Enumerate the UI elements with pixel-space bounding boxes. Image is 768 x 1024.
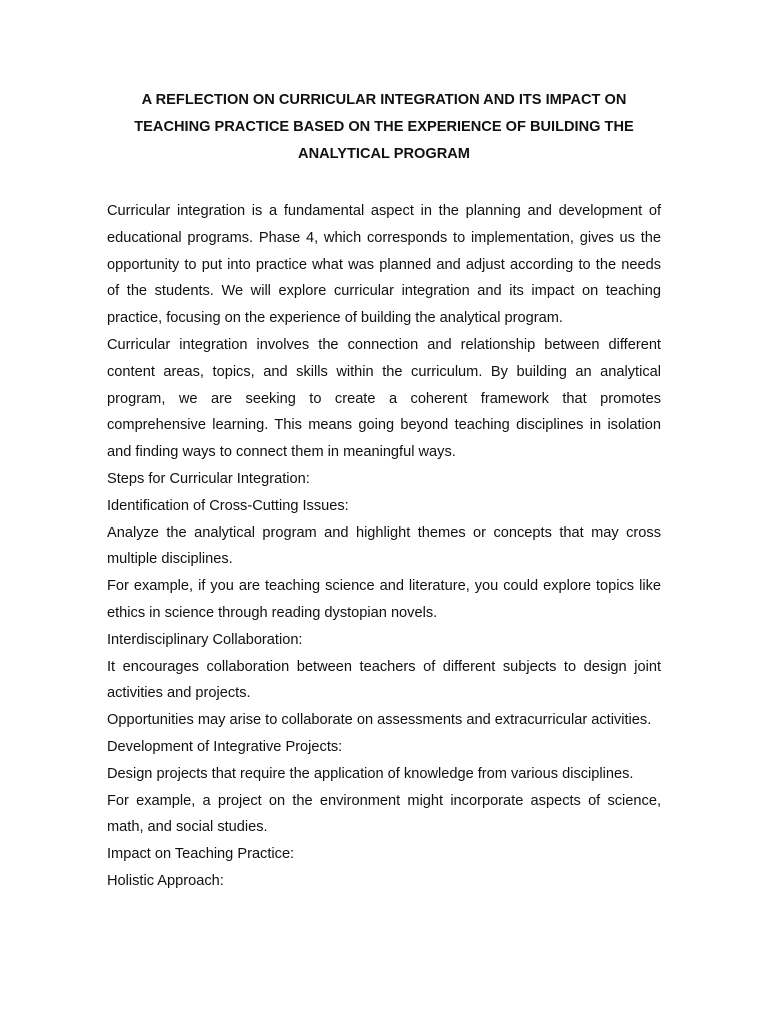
document-body [107, 198, 661, 895]
paragraph-design-projects: Design projects that require the application of knowledge from various disciplines. [107, 765, 634, 782]
paragraph-example-environment: For example, a project on the environment might incorporate aspects of science, math, and social studies. [107, 792, 661, 836]
heading-impact-teaching-practice: Impact on Teaching Practice: [107, 846, 295, 863]
paragraph-definition: Curricular integration involves the connection and relationship between different content areas, topics, and skills within the curriculum. By building an analytical program, we are seeking to create a coherent framework that promotes comprehensive learning. This means going beyond teaching disciplines in isolation and finding ways to connect them in meaningful ways. [107, 336, 661, 461]
paragraph-intro: Curricular integration is a fundamental aspect in the planning and development of educational programs. Phase 4, which corresponds to implementation, gives us the opportunity to put into practice what was planned and adjust according to the needs of the students. We will explore curricular integration and its impact on teaching practice, focusing on the experience of building the analytical program. [107, 203, 661, 327]
heading-integrative-projects: Development of Integrative Projects: [107, 738, 343, 755]
paragraph-opportunities: Opportunities may arise to collaborate on assessments and extracurricular activities. [107, 712, 652, 729]
heading-holistic-approach: Holistic Approach: [107, 872, 224, 889]
paragraph-example-science-literature: For example, if you are teaching science and literature, you could explore topics like ethics in science through reading dystopian novels. [107, 578, 661, 621]
heading-interdisciplinary-collaboration: Interdisciplinary Collaboration: [107, 631, 303, 648]
paragraph-analyze: Analyze the analytical program and highlight themes or concepts that may cross multiple disciplines. [107, 524, 661, 568]
heading-steps: Steps for Curricular Integration: [107, 470, 310, 487]
heading-cross-cutting-issues: Identification of Cross-Cutting Issues: [107, 497, 349, 514]
document-title: A REFLECTION ON CURRICULAR INTEGRATION AND ITS IMPACT ON TEACHING PRACTICE BASED ON THE EXPERIENCE OF BUILDING THE ANALYTICAL PROGRAM [134, 92, 634, 162]
paragraph-collaboration: It encourages collaboration between teachers of different subjects to design joint activities and projects. [107, 658, 661, 702]
